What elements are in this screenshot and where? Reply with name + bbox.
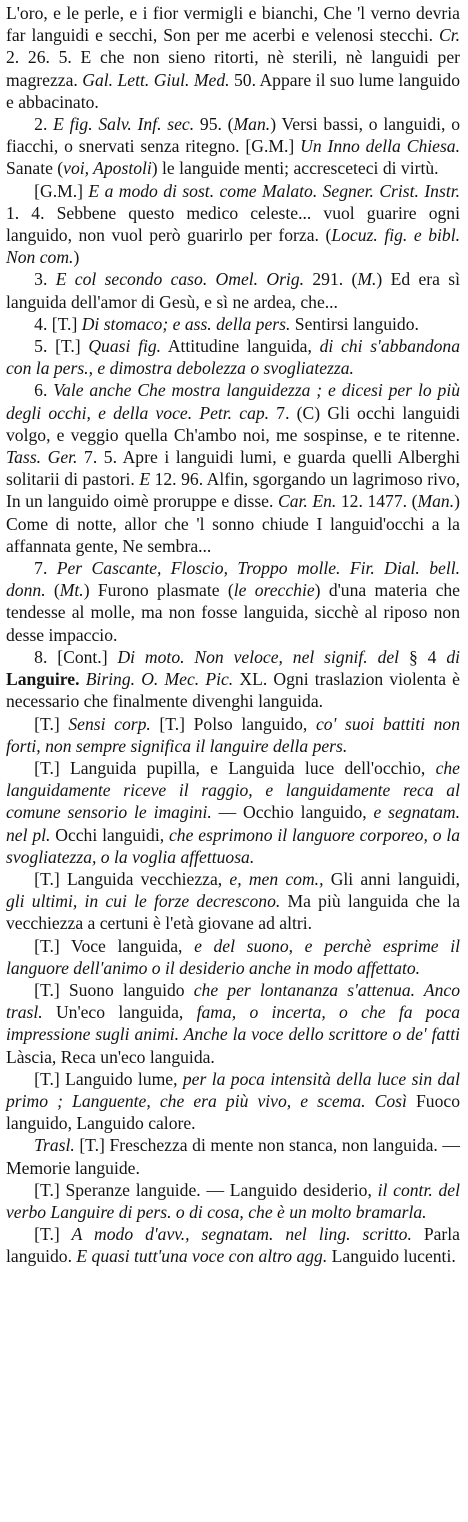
body-text: 2. — [34, 114, 54, 135]
italic-text: Trasl. — [34, 1135, 75, 1156]
italic-text: le orecchie — [233, 580, 315, 601]
body-text: 8. [Cont.] — [34, 646, 118, 667]
italic-text: Per Cascante, Floscio, Troppo molle. Fir. Dial. bell. donn. — [6, 558, 461, 601]
body-text: [T.] Speranze languide. — Languido desiderio, — [34, 1179, 378, 1200]
italic-text: E col secondo caso. Omel. Orig. — [55, 269, 305, 290]
entry-paragraph — [6, 1223, 460, 1267]
body-text: Ma più languida che la vecchiezza a certuni è l'età giovane ad altri. — [6, 891, 461, 934]
italic-text: fama, o incerta, o che fa poca impressione sugli animi. Anche la voce dello scrittore o de' fatti — [6, 1002, 460, 1045]
body-text: XL. Ogni traslazion violenta è necessario che finalmente divenghi languida. — [6, 669, 460, 712]
italic-text: Biring. O. Mec. Pic. — [85, 669, 234, 690]
body-text: 50. Appare il suo lume languido e abbacinato. — [6, 69, 461, 112]
italic-text: Un Inno della Chiesa. — [300, 136, 460, 157]
body-text: ) Ed era sì languida dell'amor di Gesù, e sì ne ardea, che... — [6, 269, 460, 312]
body-text: [T.] — [34, 1224, 72, 1245]
body-text: 7. (C) Gli occhi languidi volgo, e veggio quella Ch'ambo noi, me sospinse, e te ritenne. — [6, 402, 461, 445]
entry-paragraph — [6, 757, 460, 868]
body-text: [T.] Languido lume, — [34, 1068, 183, 1089]
italic-text: voi, Apostoli — [63, 158, 152, 179]
entry-paragraph — [6, 2, 460, 113]
entry-paragraph — [6, 868, 460, 935]
entry-paragraph — [6, 979, 460, 1068]
body-text: ) d'una materia che tendesse al molle, ma non fosse languida, sicchè al riposo non desse impaccio. — [6, 580, 460, 645]
italic-text: A modo d'avv., segnatam. nel ling. scritto. — [71, 1224, 412, 1245]
body-text: [T.] Languida vecchiezza, — [34, 868, 230, 889]
body-text: Occhi languidi, — [50, 824, 169, 845]
italic-text: per la poca intensità della luce sin dal primo ; Languente, che era più vivo, e scema. Così — [6, 1068, 460, 1111]
body-text: ) Furono plasmate ( — [83, 580, 234, 601]
body-text: [T.] Freschezza di mente non stanca, non languida. — Memorie languide. — [6, 1135, 460, 1178]
italic-text: Man. — [417, 491, 455, 512]
body-text: § 4 — [399, 646, 447, 667]
body-text: — Occhio languido, — [211, 802, 374, 823]
body-text: Làscia, Reca un'eco languida. — [6, 1046, 215, 1067]
body-text: Parla languido. — [6, 1224, 460, 1267]
body-text: 95. ( — [194, 114, 234, 135]
body-text: Un'eco languida, — [42, 1002, 197, 1023]
body-text: 5. [T.] — [34, 336, 89, 357]
italic-text: gli ultimi, in cui le forze decrescono. — [6, 891, 281, 912]
italic-text: Di moto. Non veloce, nel signif. del — [117, 646, 400, 667]
entry-paragraph — [6, 1068, 460, 1135]
italic-text: Car. En. — [277, 491, 337, 512]
entry-paragraph — [6, 268, 460, 312]
italic-text: co' suoi battiti non forti, non sempre significa il languire della pers. — [6, 713, 460, 756]
italic-text: E quasi tutt'una voce con altro agg. — [76, 1246, 328, 1267]
italic-text: di chi s'abbandona con la pers., e dimostra debolezza o svogliatezza. — [6, 336, 460, 379]
body-text: ) — [73, 247, 80, 268]
body-text: Sentirsi languido. — [290, 313, 419, 334]
body-text: [T.] Voce languida, — [34, 935, 195, 956]
body-text: 4. [T.] — [34, 313, 82, 334]
entry-paragraph — [6, 335, 460, 379]
body-text: 7. 5. Apre i languidi lumi, e guarda quelli Alberghi solitarii di pastori. — [6, 447, 461, 490]
italic-text: E a modo di sost. come Malato. Segner. Crist. Instr. — [88, 180, 461, 201]
italic-text: Mt. — [59, 580, 84, 601]
body-text: ) Versi bassi, o languidi, o fiacchi, o snervati senza ritegno. [G.M.] — [6, 114, 460, 157]
body-text: [T.] Suono languido — [34, 979, 194, 1000]
body-text: [T.] Polso languido, — [150, 713, 316, 734]
body-text: [T.] — [34, 713, 69, 734]
body-text: 6. — [34, 380, 54, 401]
body-text: 12. 1477. ( — [336, 491, 418, 512]
italic-text: Man. — [233, 114, 271, 135]
italic-text: Cr. — [438, 25, 460, 46]
body-text: 291. ( — [304, 269, 358, 290]
italic-text: Sensi corp. — [68, 713, 151, 734]
body-text: Attitudine languida, — [161, 336, 320, 357]
body-text: Languido lucenti. — [327, 1246, 456, 1267]
bold-headword: Languire. — [6, 669, 80, 690]
italic-text: M. — [357, 269, 377, 290]
entry-paragraph — [6, 313, 460, 335]
body-text: 2. 26. 5. E che non sieno ritorti, nè sterili, nè languidi per magrezza. — [6, 47, 460, 90]
italic-text: il contr. del verbo Languire di pers. o di cosa, che è un molto bramarla. — [6, 1179, 460, 1222]
entry-paragraph — [6, 1179, 460, 1223]
italic-text: E fig. Salv. Inf. sec. — [53, 114, 195, 135]
body-text: Gli anni languidi, — [323, 868, 460, 889]
italic-text: Quasi fig. — [88, 336, 162, 357]
italic-text: e del suono, e perchè esprime il languore dell'animo o il desiderio anche in modo affettato. — [6, 935, 460, 978]
entry-paragraph — [6, 713, 460, 757]
italic-text: che languidamente riceve il raggio, e languidamente reca al comune sensorio le imagini. — [6, 757, 460, 823]
italic-text: e, men com., — [229, 868, 324, 889]
body-text: ) Come di notte, allor che 'l sonno chiude I languid'occhi a la affannata gente, Ne sembra... — [6, 491, 460, 556]
entry-paragraph — [6, 646, 460, 713]
entry-paragraph — [6, 935, 460, 979]
italic-text: Tass. Ger. — [6, 447, 78, 468]
italic-text: che esprimono il languore corporeo, o la svogliatezza, o la voglia affettuosa. — [6, 824, 461, 867]
italic-text: che per lontananza s'attenua. Anco trasl. — [6, 979, 461, 1023]
body-text: ( — [45, 580, 60, 601]
body-text: L'oro, e le perle, e i fior vermigli e bianchi, Che 'l verno devria far languidi e secchi, Son per me acerbi e velenosi stecchi. — [6, 3, 460, 46]
body-text: [T.] Languida pupilla, e Languida luce dell'occhio, — [34, 757, 436, 778]
entry-paragraph — [6, 113, 460, 180]
italic-text: e segnatam. nel pl. — [6, 802, 460, 845]
body-text: 3. — [34, 269, 56, 290]
body-text: Fuoco languido, Languido calore. — [6, 1090, 460, 1134]
italic-text: Gal. Lett. Giul. Med. — [82, 69, 230, 90]
italic-text: Locuz. fig. e bibl. Non com. — [6, 225, 460, 268]
entry-paragraph — [6, 379, 460, 557]
italic-text: Di stomaco; e ass. della pers. — [81, 313, 291, 334]
body-text: ) le languide menti; accresceteci di virtù. — [151, 158, 439, 179]
italic-text: Vale anche Che mostra languidezza ; e dicesi per lo più degli occhi, e della voce. Petr. cap. — [6, 380, 461, 423]
italic-text: E — [139, 469, 151, 490]
entry-paragraph — [6, 1134, 460, 1178]
body-text: [G.M.] — [34, 180, 89, 201]
body-text: 7. — [34, 558, 57, 579]
body-text: 12. 96. Alfin, sgorgando un lagrimoso rivo, In un languido oimè proruppe e disse. — [6, 469, 460, 512]
body-text: Sanate ( — [6, 158, 64, 179]
entry-paragraph — [6, 180, 460, 269]
body-text: 1. 4. Sebbene questo medico celeste... vuol guarire ogni languido, non vuol però guarirlo per forza. ( — [6, 202, 460, 246]
entry-paragraph — [6, 557, 460, 646]
italic-text: di — [446, 646, 460, 667]
